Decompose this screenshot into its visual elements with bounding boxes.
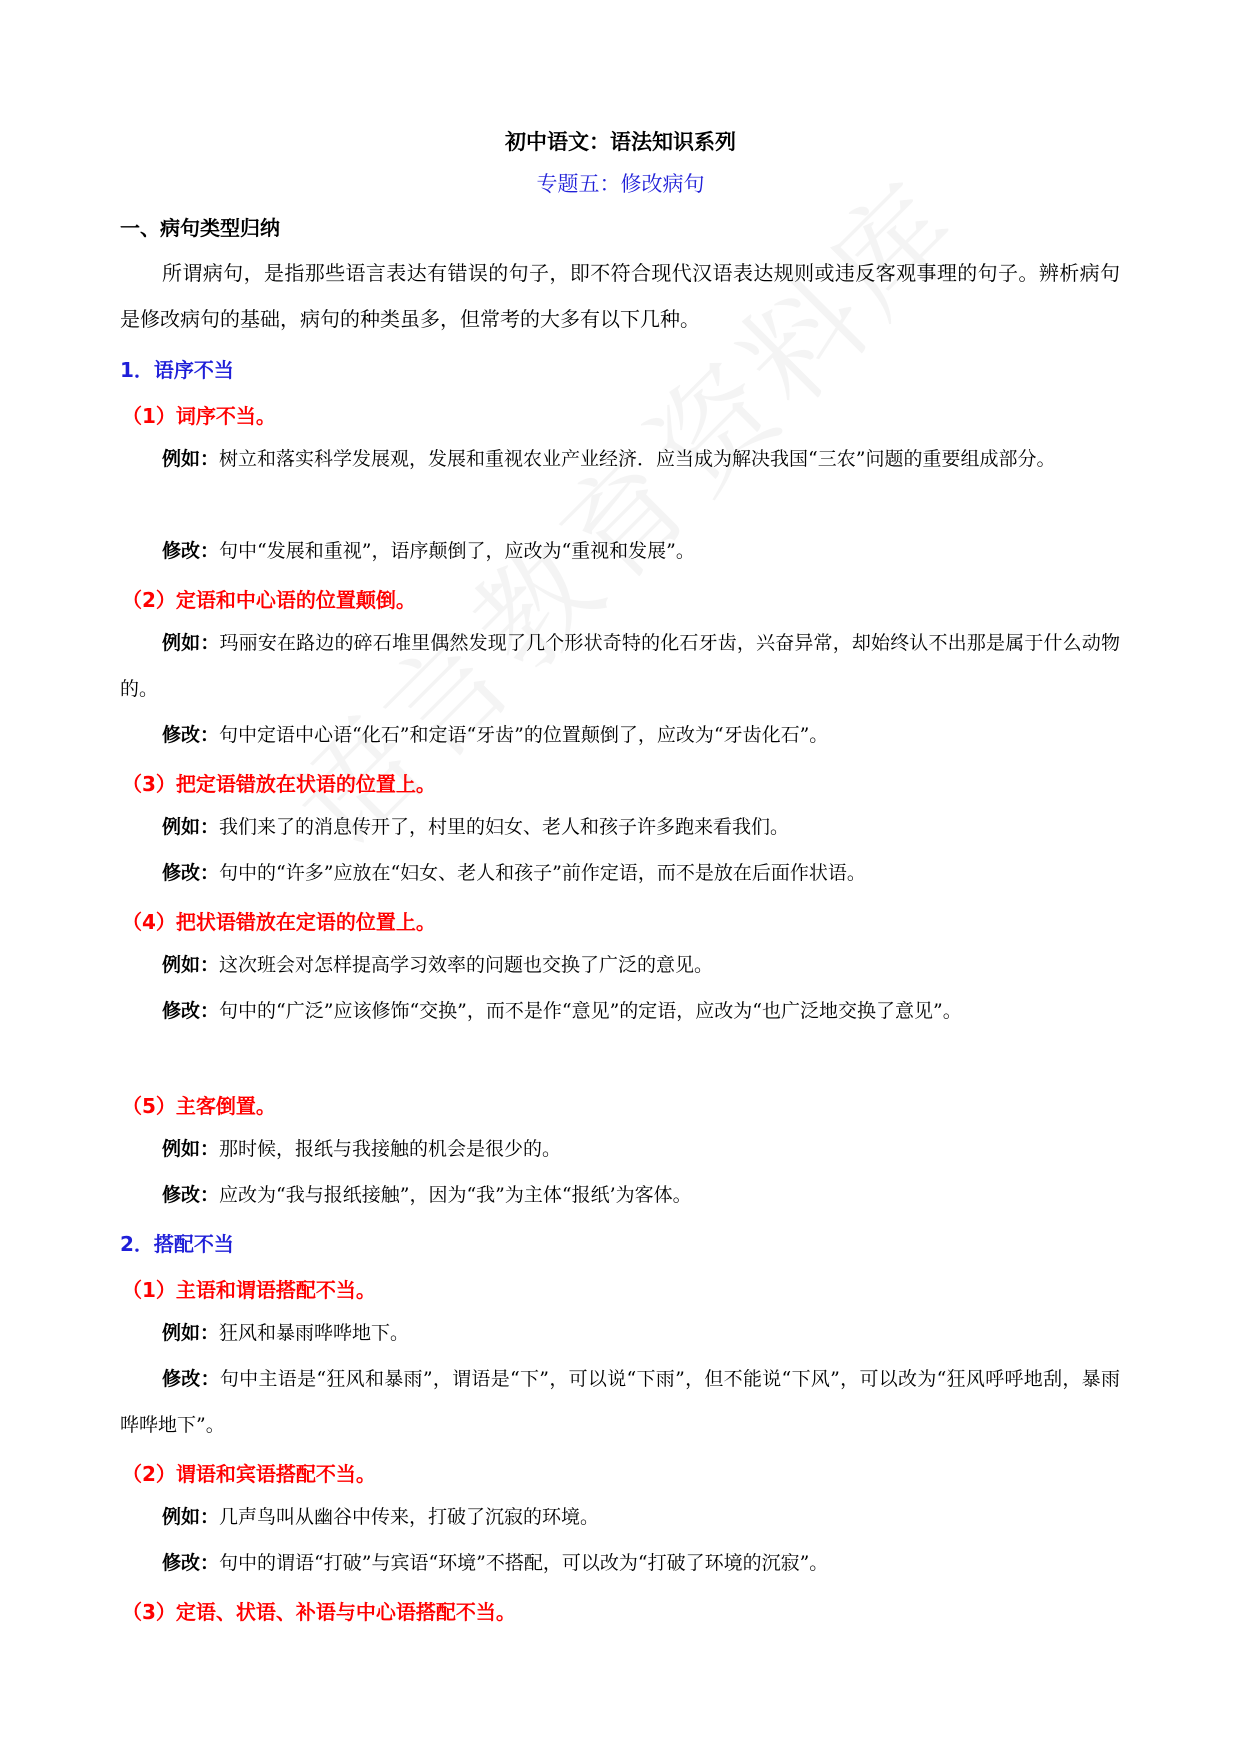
example-label: 例如： [162,954,220,976]
example-label: 例如： [162,632,220,654]
fix-text: 句中的谓语“打破”与宾语“环境”不搭配，可以改为“打破了环境的沉寂”。 [219,1552,829,1574]
example-label: 例如： [162,448,220,470]
fix-text: 句中定语中心语“化石”和定语“牙齿”的位置颠倒了，应改为“牙齿化石”。 [219,724,829,746]
subtype-heading: （1）词序不当。 [122,404,276,428]
fix-label: 修改： [162,1000,220,1022]
subtype-heading: （4）把状语错放在定语的位置上。 [122,910,436,934]
fix-text: 句中主语是“狂风和暴雨”，谓语是“下”，可以说“下雨”，但不能说“下风”，可以改为“狂风呼呼地刮，暴雨哗哗地下”。 [120,1368,1120,1436]
example-line [120,942,1120,988]
fix-label: 修改： [162,540,220,562]
example-text: 树立和落实科学发展观，发展和重视农业产业经济．应当成为解决我国“三农”问题的重要组成部分。 [219,448,1056,470]
subtype-heading: （2）定语和中心语的位置颠倒。 [122,588,416,612]
fix-label: 修改： [162,724,220,746]
example-line [120,1494,1120,1540]
example-text: 我们来了的消息传开了，村里的妇女、老人和孩子许多跑来看我们。 [219,816,790,838]
subtype-heading: （2）谓语和宾语搭配不当。 [122,1462,376,1486]
example-label: 例如： [162,816,220,838]
fix-text: 应改为“我与报纸接触”，因为“我”为主体“报纸’为客体。 [219,1184,692,1206]
fix-label: 修改： [162,862,220,884]
fix-label: 修改： [162,1184,220,1206]
fix-line [120,1540,1120,1586]
example-text: 这次班会对怎样提高学习效率的问题也交换了广泛的意见。 [219,954,714,976]
fix-text: 句中的“许多”应放在“妇女、老人和孩子”前作定语，而不是放在后面作状语。 [219,862,866,884]
document-title: 初中语文：语法知识系列 [505,130,736,154]
intro-paragraph: 所谓病句，是指那些语言表达有错误的句子，即不符合现代汉语表达规则或违反客观事理的句子。辨析病句是修改病句的基础，病句的种类虽多，但常考的大多有以下几种。 [120,261,1120,331]
example-line [120,804,1120,850]
example-label: 例如： [162,1322,220,1344]
example-line [120,620,1120,712]
subtype-heading: （5）主客倒置。 [122,1094,276,1118]
section-heading: 一、病句类型归纳 [120,216,280,240]
fix-line [120,988,1120,1034]
subtype-heading: （1）主语和谓语搭配不当。 [122,1278,376,1302]
example-text: 玛丽安在路边的碎石堆里偶然发现了几个形状奇特的化石牙齿，兴奋异常，却始终认不出那是属于什么动物的。 [120,632,1120,700]
example-label: 例如： [162,1138,220,1160]
document-subtitle: 专题五：修改病句 [536,172,705,196]
category-heading-collocation: 2．搭配不当 [120,1232,234,1256]
fix-line [120,712,1120,758]
fix-line [120,1172,1120,1218]
example-line [120,436,1120,482]
example-line [120,1126,1120,1172]
fix-label: 修改： [162,1552,220,1574]
example-text: 那时候，报纸与我接触的机会是很少的。 [219,1138,562,1160]
subtype-heading: （3）定语、状语、补语与中心语搭配不当。 [122,1600,516,1624]
fix-text: 句中“发展和重视”，语序颠倒了，应改为“重视和发展”。 [219,540,695,562]
example-text: 狂风和暴雨哗哗地下。 [219,1322,410,1344]
fix-line [120,1356,1120,1448]
example-label: 例如： [162,1506,220,1528]
subtype-heading: （3）把定语错放在状语的位置上。 [122,772,436,796]
fix-text: 句中的“广泛”应该修饰“交换”，而不是作“意见”的定语，应改为“也广泛地交换了意见”。 [219,1000,962,1022]
fix-line [120,850,1120,896]
example-text: 几声鸟叫从幽谷中传来，打破了沉寂的环境。 [219,1506,600,1528]
example-line [120,1310,1120,1356]
fix-label: 修改： [162,1368,220,1390]
fix-line [120,528,1120,574]
category-heading-word-order: 1．语序不当 [120,358,234,382]
